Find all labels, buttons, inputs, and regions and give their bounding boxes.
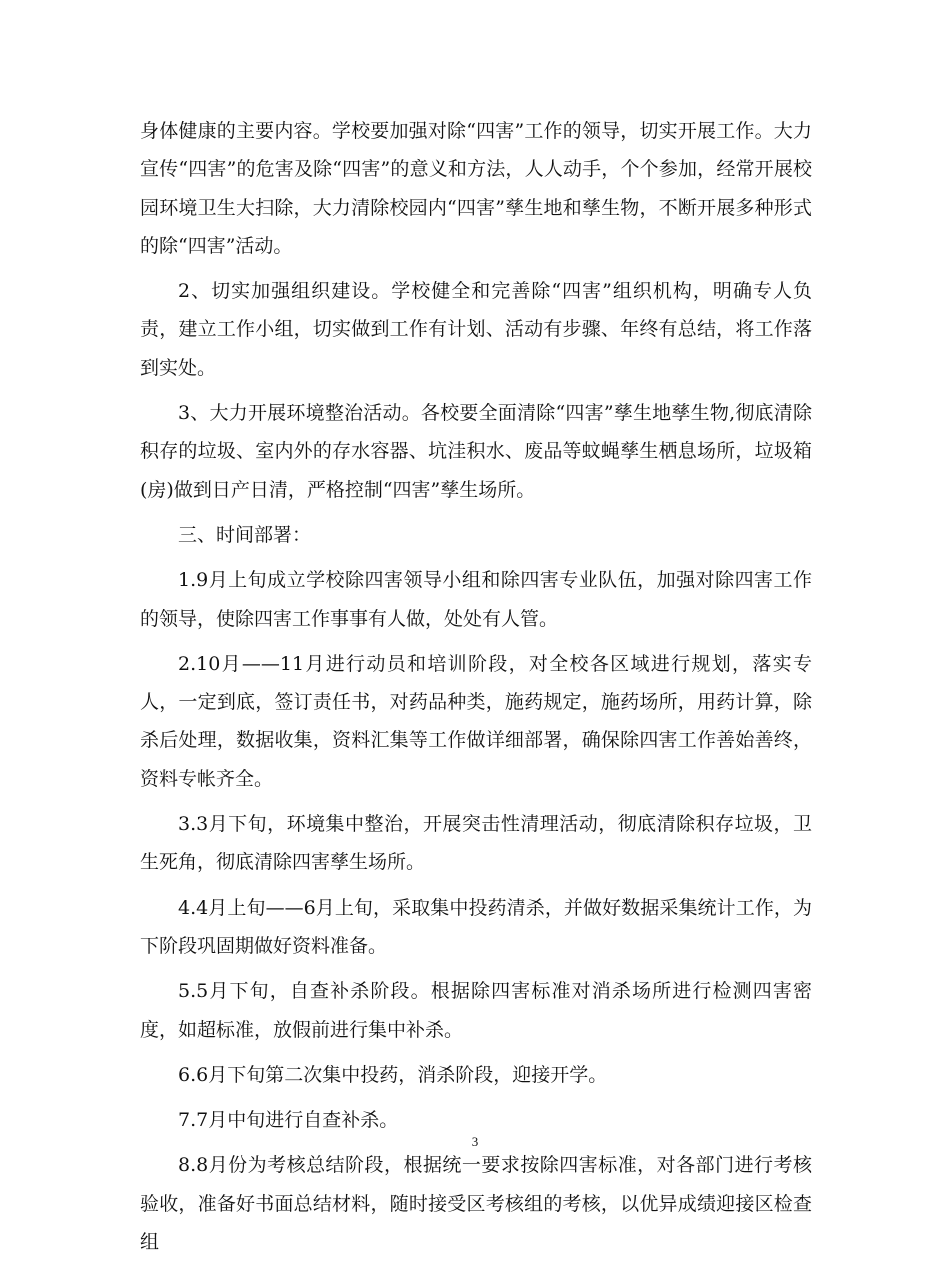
section-heading-schedule: 三、时间部署： xyxy=(178,523,312,546)
schedule-item-5: 5.5月下旬，自查补杀阶段。根据除四害标准对消杀场所进行检测四害密度，如超标准，放假前进行集中补杀。 xyxy=(140,980,812,1041)
document-body xyxy=(140,112,812,1268)
schedule-item-6: 6.6月下旬第二次集中投药，消杀阶段，迎接开学。 xyxy=(178,1063,608,1086)
schedule-item-1: 1.9月上旬成立学校除四害领导小组和除四害专业队伍，加强对除四害工作的领导，使除四害工作事事有人做，处处有人管。 xyxy=(140,569,812,630)
paragraph-continuation: 身体健康的主要内容。学校要加强对除“四害”工作的领导，切实开展工作。大力宣传“四害”的危害及除“四害”的意义和方法，人人动手，个个参加，经常开展校园环境卫生大扫除，大力清除校园内“四害”孳生地和孳生物，不断开展多种形式的除“四害”活动。 xyxy=(140,120,812,257)
page-number: 3 xyxy=(471,1134,479,1149)
schedule-item-2: 2.10月——11月进行动员和培训阶段，对全校各区域进行规划，落实专人，一定到底，签订责任书，对药品种类，施药规定，施药场所，用药计算，除杀后处理，数据收集，资料汇集等工作做详细部署，确保除四害工作善始善终，资料专帐齐全。 xyxy=(140,652,812,790)
schedule-item-3: 3.3月下旬，环境集中整治，开展突击性清理活动，彻底清除积存垃圾，卫生死角，彻底清除四害孳生场所。 xyxy=(140,813,812,874)
schedule-item-8: 8.8月份为考核总结阶段，根据统一要求按除四害标准，对各部门进行考核验收，准备好书面总结材料，随时接受区考核组的考核，以优异成绩迎接区检查组 xyxy=(140,1154,812,1254)
schedule-item-7: 7.7月中旬进行自查补杀。 xyxy=(178,1109,399,1132)
schedule-item-4: 4.4月上旬——6月上旬，采取集中投药清杀，并做好数据采集统计工作，为下阶段巩固期做好资料准备。 xyxy=(140,896,812,957)
paragraph-organization: 2、切实加强组织建设。学校健全和完善除“四害”组织机构，明确专人负责，建立工作小组，切实做到工作有计划、活动有步骤、年终有总结，将工作落到实处。 xyxy=(140,280,812,379)
paragraph-environment: 3、大力开展环境整治活动。各校要全面清除“四害”孳生地孳生物,彻底清除积存的垃圾、室内外的存水容器、坑洼积水、废品等蚊蝇孳生栖息场所，垃圾箱(房)做到日产日清，严格控制“四害”孳生场所。 xyxy=(140,402,812,501)
